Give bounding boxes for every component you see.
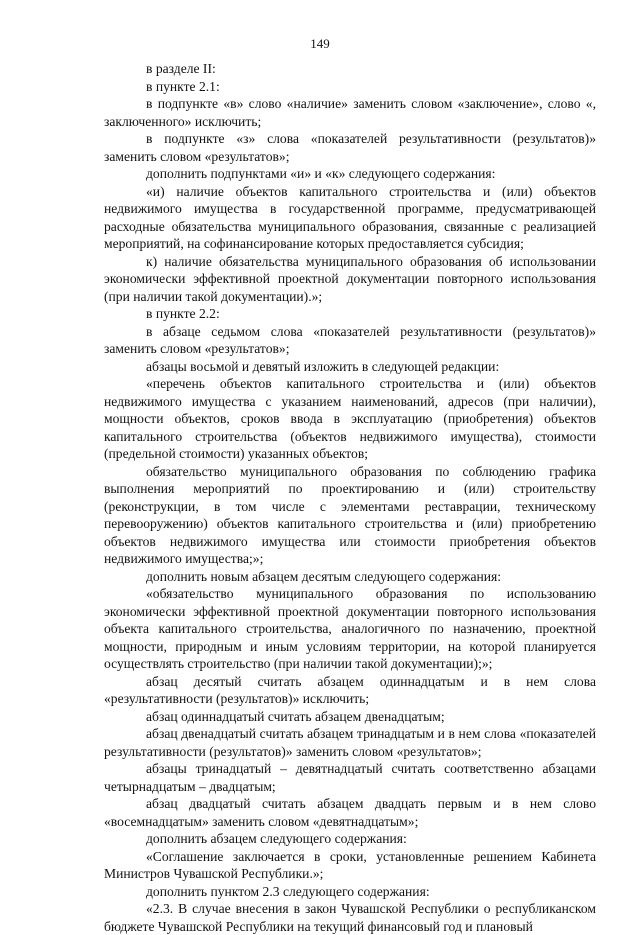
paragraph: дополнить подпунктами «и» и «к» следующего содержания: xyxy=(146,166,496,181)
paragraph: «обязательство муниципального образования по использованию экономически эффективной проектной документации повторного использования объекта капитального строительства, аналогичного по назначению, проектной мощности, природным и иным условиям территории, на которой планируется осуществлять строительство (при наличии такой документации);»; xyxy=(104,586,596,671)
paragraph: абзац двадцатый считать абзацем двадцать первым и в нем слово «восемнадцатым» заменить словом «девятнадцатым»; xyxy=(104,796,596,829)
paragraph: «перечень объектов капитального строительства и (или) объектов недвижимого имущества с указанием наименований, адресов (при наличии), мощности объектов, сроков ввода в эксплуатацию (приобретения) объектов капитального строительства (объектов недвижимого имущества), стоимости (предельной стоимости) указанных объектов; xyxy=(104,376,596,461)
paragraph: в подпункте «в» слово «наличие» заменить словом «заключение», слово «, заключенного» исключить; xyxy=(104,96,596,129)
paragraph: абзацы тринадцатый – девятнадцатый считать соответственно абзацами четырнадцатым – двадцатым; xyxy=(104,761,596,794)
paragraph: дополнить новым абзацем десятым следующего содержания: xyxy=(146,568,502,584)
document-body xyxy=(104,60,596,935)
paragraph: абзац двенадцатый считать абзацем тринадцатым и в нем слова «показателей результативности (результатов)» заменить словом «результатов»; xyxy=(104,726,596,759)
paragraph: «2.3. В случае внесения в закон Чувашской Республики о республиканском бюджете Чувашской Республики на текущий финансовый год и плановый xyxy=(104,901,596,934)
paragraph: абзац одиннадцатый считать абзацем двенадцатым; xyxy=(146,708,445,724)
paragraph: дополнить пунктом 2.3 следующего содержания: xyxy=(146,883,430,899)
paragraph: в подпункте «з» слова «показателей результативности (результатов)» заменить словом «результатов»; xyxy=(104,131,596,164)
paragraph: «Соглашение заключается в сроки, установленные решением Кабинета Министров Чувашской Республики.»; xyxy=(104,848,596,881)
paragraph: в пункте 2.2: xyxy=(146,306,220,321)
paragraph: дополнить абзацем следующего содержания: xyxy=(146,831,407,846)
paragraph: в абзаце седьмом слова «показателей результативности (результатов)» заменить словом «результатов»; xyxy=(104,323,596,356)
paragraph: абзац десятый считать абзацем одиннадцатым и в нем слова «результативности (результатов)» исключить; xyxy=(104,673,596,706)
paragraph: в пункте 2.1: xyxy=(146,78,220,94)
paragraph: в разделе II: xyxy=(146,61,216,76)
page-number: 149 xyxy=(310,36,330,51)
paragraph: к) наличие обязательства муниципального образования об использовании экономически эффективной проектной документации повторного использования (при наличии такой документации).»; xyxy=(104,253,596,304)
paragraph: обязательство муниципального образования по соблюдению графика выполнения мероприятий по проектированию и (или) строительству (реконструкции, в том числе с элементами реставрации, техническому перевооружению) объектов капитального строительства и (или) приобретению объектов недвижимого имущества или стоимости приобретения объектов недвижимого имущества;»; xyxy=(104,463,596,566)
paragraph: «и) наличие объектов капитального строительства и (или) объектов недвижимого имущества в государственной программе, предусматривающей расходные обязательства муниципального образования, связанные с реализацией мероприятий, на софинансирование которых предоставляется субсидия; xyxy=(104,183,596,251)
paragraph: абзацы восьмой и девятый изложить в следующей редакции: xyxy=(146,358,500,374)
